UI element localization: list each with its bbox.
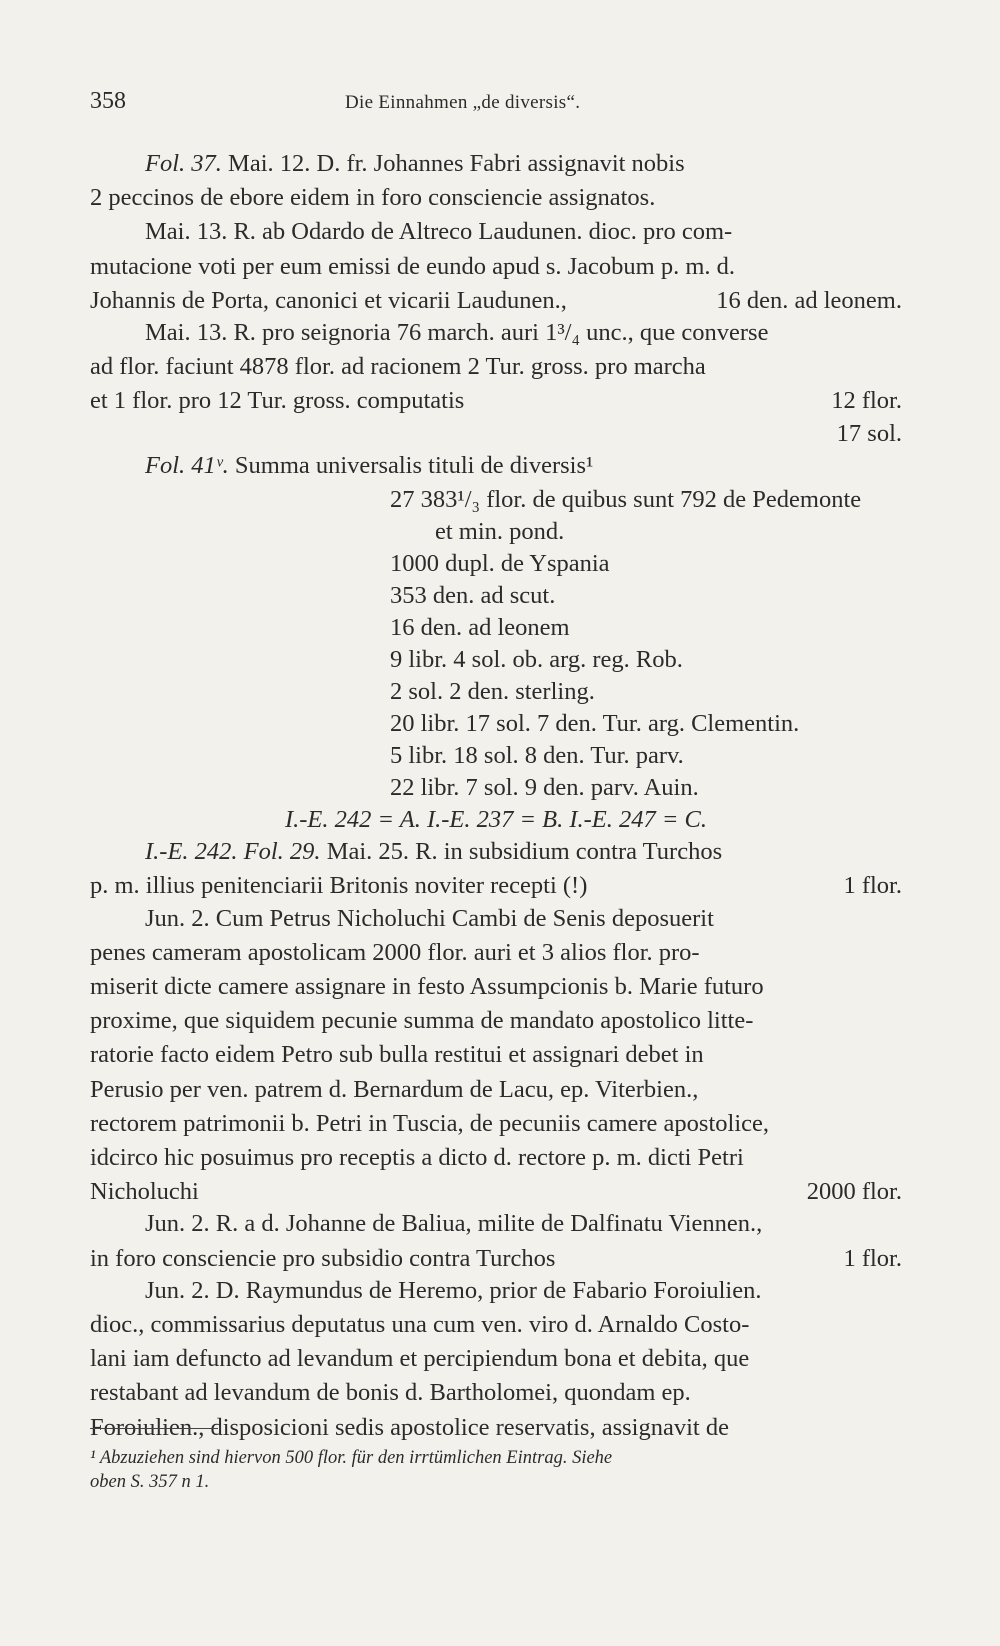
entry-baliua: Jun. 2. R. a d. Johanne de Baliua, milite de Dalfinatu Viennen., bbox=[145, 1210, 763, 1238]
footnote-rule bbox=[90, 1428, 218, 1429]
folio-ref: Fol. 41ᵛ. bbox=[145, 451, 229, 479]
amount-row bbox=[90, 418, 902, 450]
page-header bbox=[90, 88, 910, 118]
footnote-line: oben S. 357 n 1. bbox=[90, 1472, 210, 1492]
entry-line: mutacione voti per eum emissi de eundo apud s. Jacobum p. m. d. bbox=[90, 252, 736, 280]
entry-line-with-amount bbox=[90, 1176, 902, 1208]
amount: 12 flor. bbox=[831, 387, 902, 415]
entry-line: et 1 flor. pro 12 Tur. gross. computatis bbox=[90, 387, 465, 415]
amount: 2000 flor. bbox=[806, 1178, 902, 1206]
amount: 1 flor. bbox=[843, 872, 902, 900]
entry-line-with-amount bbox=[90, 870, 902, 902]
entry-line: rectorem patrimonii b. Petri in Tuscia, de pecuniis camere apostolice, bbox=[90, 1109, 770, 1137]
summa-item: 353 den. ad scut. bbox=[390, 582, 556, 610]
summa-item: 27 383¹/₃ flor. de quibus sunt 792 de Pedemonte bbox=[390, 486, 862, 514]
summa-item: 22 libr. 7 sol. 9 den. parv. Auin. bbox=[390, 774, 699, 802]
footnote-line: ¹ Abzuziehen sind hiervon 500 flor. für den irrtümlichen Eintrag. Siehe bbox=[90, 1448, 613, 1468]
entry-line: 2 peccinos de ebore eidem in foro consciencie assignatos. bbox=[90, 184, 656, 212]
entry-line-with-amount bbox=[90, 285, 902, 317]
summa-item: 16 den. ad leonem bbox=[390, 614, 570, 642]
page-number: 358 bbox=[90, 88, 126, 114]
entry-line: Perusio per ven. patrem d. Bernardum de Lacu, ep. Viterbien., bbox=[90, 1075, 699, 1103]
amount: 16 den. ad leonem. bbox=[716, 286, 902, 314]
amount: 17 sol. bbox=[836, 419, 902, 447]
entry-line-with-amount bbox=[90, 385, 902, 417]
entry-line-with-amount bbox=[90, 1243, 902, 1275]
folio-ref: Fol. 37. bbox=[145, 150, 222, 177]
entry-line: ad flor. faciunt 4878 flor. ad racionem 2 Tur. gross. pro marcha bbox=[90, 353, 706, 381]
footnote bbox=[90, 1446, 902, 1494]
body-text bbox=[90, 148, 902, 1446]
entry-line: Foroiulien., disposicioni sedis apostolice reservatis, assignavit de bbox=[90, 1413, 729, 1441]
amount: 1 flor. bbox=[843, 1244, 902, 1272]
entry-line: p. m. illius penitenciarii Britonis noviter recepti (!) bbox=[90, 872, 588, 900]
entry-odardo: Mai. 13. R. ab Odardo de Altreco Laudunen. dioc. pro com- bbox=[145, 218, 733, 246]
entry-heremo: Jun. 2. D. Raymundus de Heremo, prior de Fabario Foroiulien. bbox=[145, 1276, 762, 1304]
entry-line: dioc., commissarius deputatus una cum ven. viro d. Arnaldo Costo- bbox=[90, 1311, 750, 1339]
summa-item: 1000 dupl. de Yspania bbox=[390, 550, 610, 578]
entry-line: in foro consciencie pro subsidio contra Turchos bbox=[90, 1244, 556, 1272]
entry-ie242 bbox=[90, 836, 902, 868]
entry-line: restabant ad levandum de bonis d. Bartholomei, quondam ep. bbox=[90, 1379, 691, 1407]
entry-seignoria: Mai. 13. R. pro seignoria 76 march. auri 1³/₄ unc., que converse bbox=[145, 319, 769, 347]
entry-line: Mai. 12. D. fr. Johannes Fabri assignavit nobis bbox=[221, 150, 685, 177]
entry-nicholuchi: Jun. 2. Cum Petrus Nicholuchi Cambi de Senis deposuerit bbox=[145, 904, 714, 932]
equations-line: I.-E. 242 = A. I.-E. 237 = B. I.-E. 247 = C. bbox=[284, 806, 708, 834]
summa-item: 20 libr. 17 sol. 7 den. Tur. arg. Clementin. bbox=[390, 710, 800, 738]
entry-line: Summa universalis tituli de diversis¹ bbox=[228, 451, 594, 479]
entry-line: penes cameram apostolicam 2000 flor. auri et 3 alios flor. pro- bbox=[90, 938, 700, 966]
entry-line: lani iam defuncto ad levandum et percipiendum bona et debita, que bbox=[90, 1345, 750, 1373]
running-head: Die Einnahmen „de diversis“. bbox=[345, 92, 581, 113]
summa-list bbox=[390, 484, 902, 804]
summa-item: et min. pond. bbox=[435, 518, 565, 546]
summa-item: 2 sol. 2 den. sterling. bbox=[390, 678, 595, 706]
entry-line: Johannis de Porta, canonici et vicarii Laudunen., bbox=[90, 286, 567, 314]
entry-line: proxime, que siquidem pecunie summa de mandato apostolico litte- bbox=[90, 1007, 754, 1035]
summa-item: 5 libr. 18 sol. 8 den. Tur. parv. bbox=[390, 742, 684, 770]
entry-line: Mai. 25. R. in subsidium contra Turchos bbox=[320, 838, 723, 866]
summa-item: 9 libr. 4 sol. ob. arg. reg. Rob. bbox=[390, 646, 683, 674]
entry-line: Nicholuchi bbox=[90, 1178, 199, 1206]
entry-summa bbox=[90, 450, 902, 482]
entry-line: ratorie facto eidem Petro sub bulla restitui et assignari debet in bbox=[90, 1041, 704, 1069]
entry-line: miserit dicte camere assignare in festo Assumpcionis b. Marie futuro bbox=[90, 973, 764, 1001]
entry-line: idcirco hic posuimus pro receptis a dicto d. rectore p. m. dicti Petri bbox=[90, 1144, 744, 1172]
folio-ref: I.-E. 242. Fol. 29. bbox=[145, 838, 321, 866]
entry-fol37 bbox=[90, 148, 902, 180]
